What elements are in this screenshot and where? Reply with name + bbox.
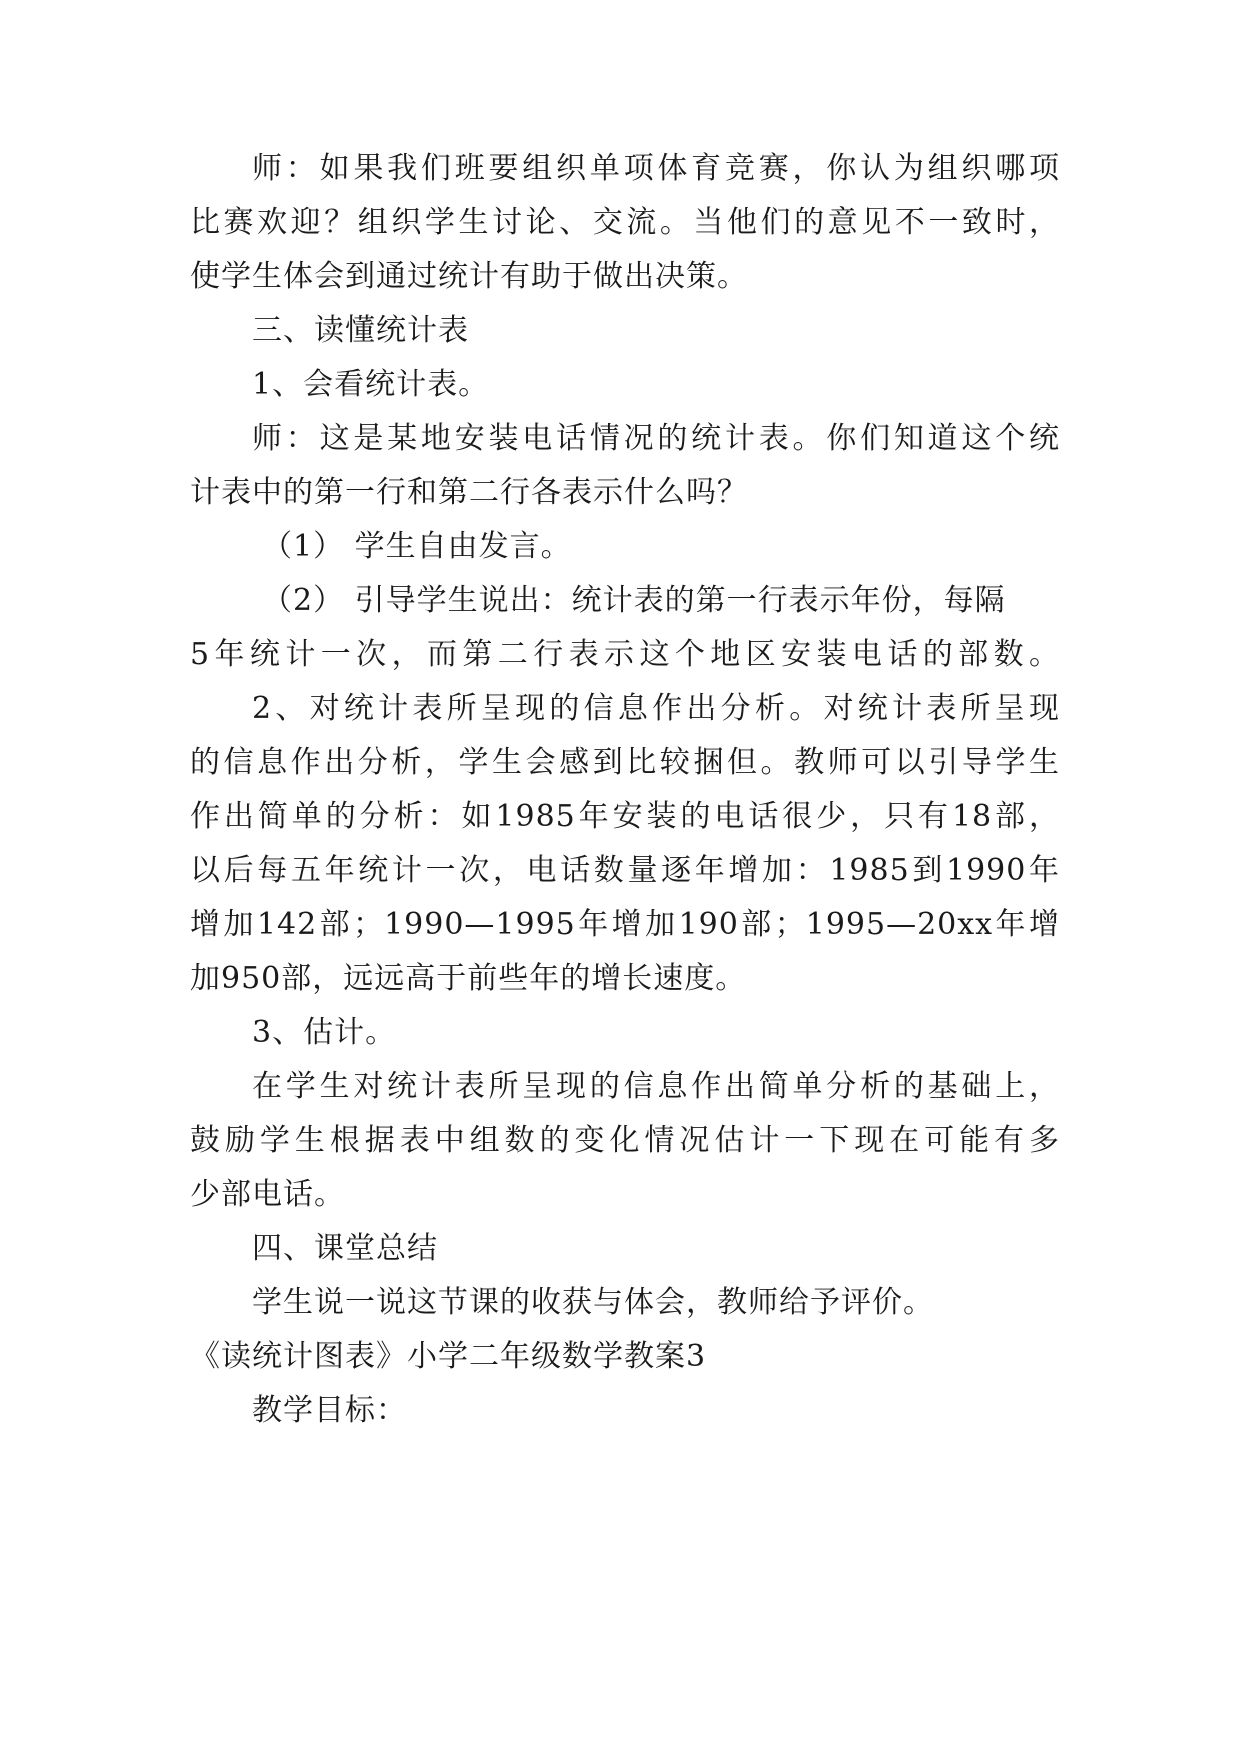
subsection-heading: 3、估计。 [252, 1015, 397, 1050]
paragraph-line: 的信息作出分析，学生会感到比较捆但。教师可以引导学生 [190, 745, 1060, 780]
paragraph-line: 鼓励学生根据表中组数的变化情况估计一下现在可能有多 [190, 1123, 1060, 1158]
list-item: （2） 引导学生说出：统计表的第一行表示年份，每隔 [262, 583, 1006, 618]
section-heading: 三、读懂统计表 [252, 313, 469, 348]
paragraph-line: 在学生对统计表所呈现的信息作出简单分析的基础上， [252, 1069, 1060, 1104]
paragraph-line: 加950部，远远高于前些年的增长速度。 [190, 961, 747, 996]
paragraph-line: 计表中的第一行和第二行各表示什么吗？ [190, 475, 748, 510]
document-title: 《读统计图表》小学二年级数学教案3 [190, 1339, 707, 1374]
subsection-heading: 2、对统计表所呈现的信息作出分析。对统计表所呈现 [252, 691, 1060, 726]
paragraph-line: 学生说一说这节课的收获与体会，教师给予评价。 [252, 1285, 934, 1320]
list-item: （1） 学生自由发言。 [262, 529, 572, 564]
paragraph-line: 少部电话。 [190, 1177, 345, 1212]
section-heading: 四、课堂总结 [252, 1231, 438, 1266]
paragraph-line: 比赛欢迎？组织学生讨论、交流。当他们的意见不一致时， [190, 205, 1060, 240]
paragraph-line: 师：如果我们班要组织单项体育竞赛，你认为组织哪项 [252, 151, 1060, 186]
paragraph-line: 师：这是某地安装电话情况的统计表。你们知道这个统 [252, 421, 1060, 456]
paragraph-line: 5年统计一次，而第二行表示这个地区安装电话的部数。 [190, 637, 1060, 672]
paragraph-line: 增加142部；1990—1995年增加190部；1995—20xx年增 [190, 907, 1060, 942]
paragraph-line: 以后每五年统计一次，电话数量逐年增加：1985到1990年 [190, 853, 1060, 888]
paragraph-line: 作出简单的分析：如1985年安装的电话很少，只有18部， [190, 799, 1060, 834]
subsection-heading: 1、会看统计表。 [252, 367, 490, 402]
section-heading: 教学目标： [252, 1393, 407, 1428]
paragraph-line: 使学生体会到通过统计有助于做出决策。 [190, 259, 748, 294]
